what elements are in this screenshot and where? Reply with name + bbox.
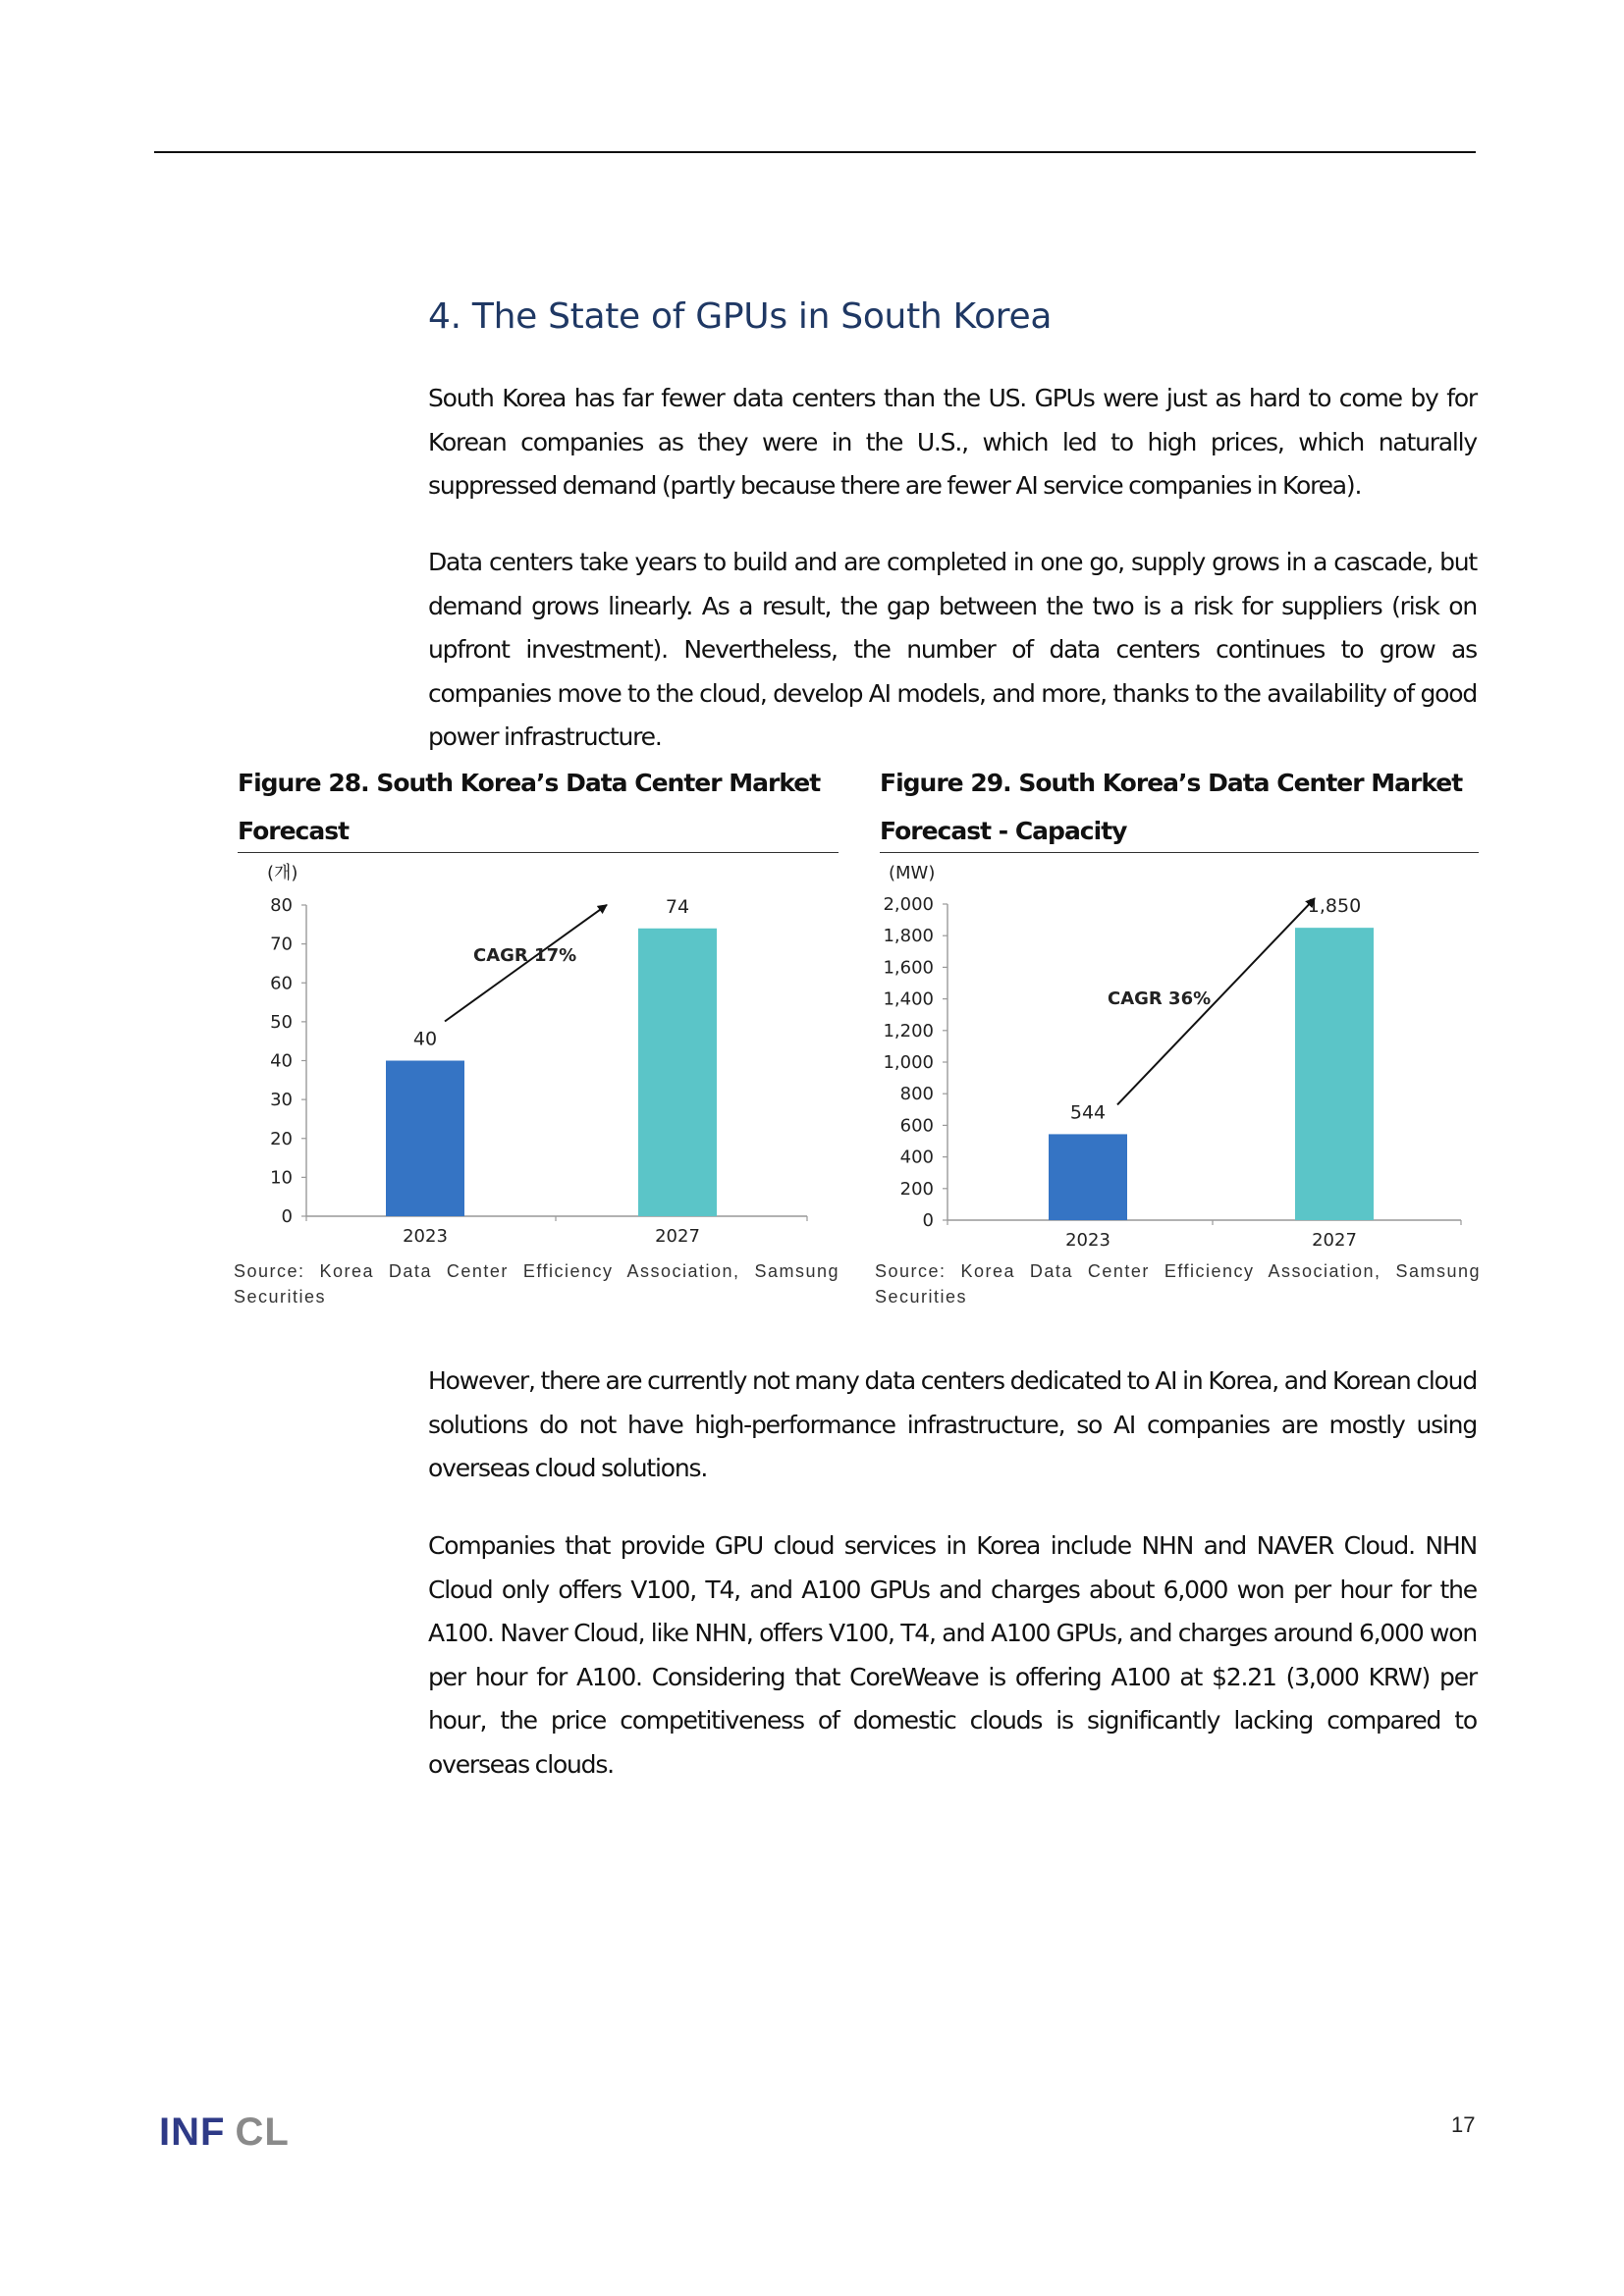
chart-0-y-tick-label: 20 (270, 1128, 293, 1149)
chart-1-y-tick-label: 2,000 (883, 894, 934, 915)
chart-1-value-label: 544 (1069, 1101, 1107, 1124)
chart-1-y-tick-label: 1,800 (883, 926, 934, 947)
chart-1-bar-2023 (1049, 1134, 1127, 1220)
chart-0-y-tick-label: 40 (270, 1050, 293, 1072)
header-rule (154, 151, 1476, 153)
chart-1-y-tick-label: 1,400 (883, 988, 934, 1010)
page-number: 17 (1451, 2112, 1476, 2137)
figure-28-title: Figure 28. South Korea’s Data Center Market Forecast (238, 769, 821, 845)
figure-29-rule (880, 852, 1479, 853)
chart-1-y-tick-label: 600 (899, 1115, 934, 1137)
chart-0-bar-2023 (386, 1061, 464, 1217)
chart-0-y-tick-label: 60 (270, 973, 293, 994)
chart-1-y-tick-label: 1,000 (883, 1052, 934, 1073)
paragraph-ai-data-centers: However, there are currently not many data centers dedicated to AI in Korea, and Korean cloud solutions do not have high-performance infrastructure, so AI companies are mostly using overseas cloud solutions. (428, 1366, 1477, 1482)
figure-28-source: Source: Korea Data Center Efficiency Association, Samsung Securities (234, 1261, 839, 1307)
chart-0-unit-label: (개) (267, 863, 298, 883)
section-heading: 4. The State of GPUs in South Korea (428, 296, 1053, 337)
figure-28-rule (238, 852, 839, 853)
chart-0-value-label: 40 (412, 1028, 438, 1050)
chart-1-value-label: 1,850 (1307, 895, 1362, 918)
chart-0-y-tick-label: 70 (270, 934, 293, 955)
figure-29-title: Figure 29. South Korea’s Data Center Market Forecast - Capacity (880, 769, 1463, 845)
chart-1-y-tick-label: 1,200 (883, 1020, 934, 1041)
chart-1-svg (874, 856, 1483, 1258)
chart-0-y-tick-label: 80 (270, 895, 293, 916)
chart-0-svg (236, 856, 844, 1258)
chart-0-y-tick-label: 0 (281, 1206, 293, 1227)
chart-1-cagr-label: CAGR 36% (1108, 988, 1212, 1009)
chart-1-y-tick-label: 0 (922, 1210, 934, 1231)
chart-1-category-label: 2023 (1065, 1230, 1110, 1251)
chart-0-y-tick-label: 10 (270, 1167, 293, 1189)
chart-1-unit-label: (MW) (889, 863, 936, 883)
paragraph-gpu-cloud-pricing: Companies that provide GPU cloud services in Korea include NHN and NAVER Cloud. NHN Cloud only offers V100, T4, and A100 GPUs and charges about 6,000 won per hour for the A100. Naver Cloud, like NHN, offers V100, T4, and A100 GPUs, and charges around 6,000 won per hour for A100. Considering that CoreWeave is offering A100 at $2.21 (3,000 KRW) per hour, the price competitiveness of domestic clouds is significantly lacking compared to overseas clouds. (428, 1531, 1477, 1779)
logo-text-secondary: CL (235, 2110, 290, 2154)
chart-0-category-label: 2027 (655, 1226, 700, 1247)
chart-0-y-tick-label: 50 (270, 1011, 293, 1033)
chart-0-value-label: 74 (665, 895, 690, 918)
chart-1-y-tick-label: 200 (899, 1178, 934, 1200)
figure-29-source: Source: Korea Data Center Efficiency Association, Samsung Securities (875, 1261, 1481, 1307)
chart-1-y-tick-label: 400 (899, 1147, 934, 1168)
chart-1-category-label: 2027 (1312, 1230, 1357, 1251)
chart-0-bar-2027 (638, 929, 717, 1216)
logo-text-primary: INF (159, 2110, 226, 2154)
chart-0-y-tick-label: 30 (270, 1090, 293, 1111)
figure-28-chart (236, 856, 844, 1258)
brand-logo (159, 2110, 290, 2155)
chart-0-category-label: 2023 (403, 1226, 448, 1247)
figure-29-chart (874, 856, 1483, 1258)
paragraph-data-center-growth: Data centers take years to build and are completed in one go, supply grows in a cascade, but demand grows linearly. As a result, the gap between the two is a risk for suppliers (risk on upfront investment). Nevertheless, the number of data centers continues to grow as companies move to the cloud, develop AI models, and more, thanks to the availability of good power infrastructure. (428, 548, 1477, 751)
paragraph-gpu-supply: South Korea has far fewer data centers than the US. GPUs were just as hard to come by for Korean companies as they were in the U.S., which led to high prices, which naturally suppressed demand (partly because there are fewer AI service companies in Korea). (428, 384, 1477, 500)
chart-1-y-tick-label: 1,600 (883, 957, 934, 979)
chart-0-cagr-label: CAGR 17% (473, 945, 577, 966)
chart-1-bar-2027 (1295, 928, 1374, 1220)
chart-1-y-tick-label: 800 (899, 1084, 934, 1105)
